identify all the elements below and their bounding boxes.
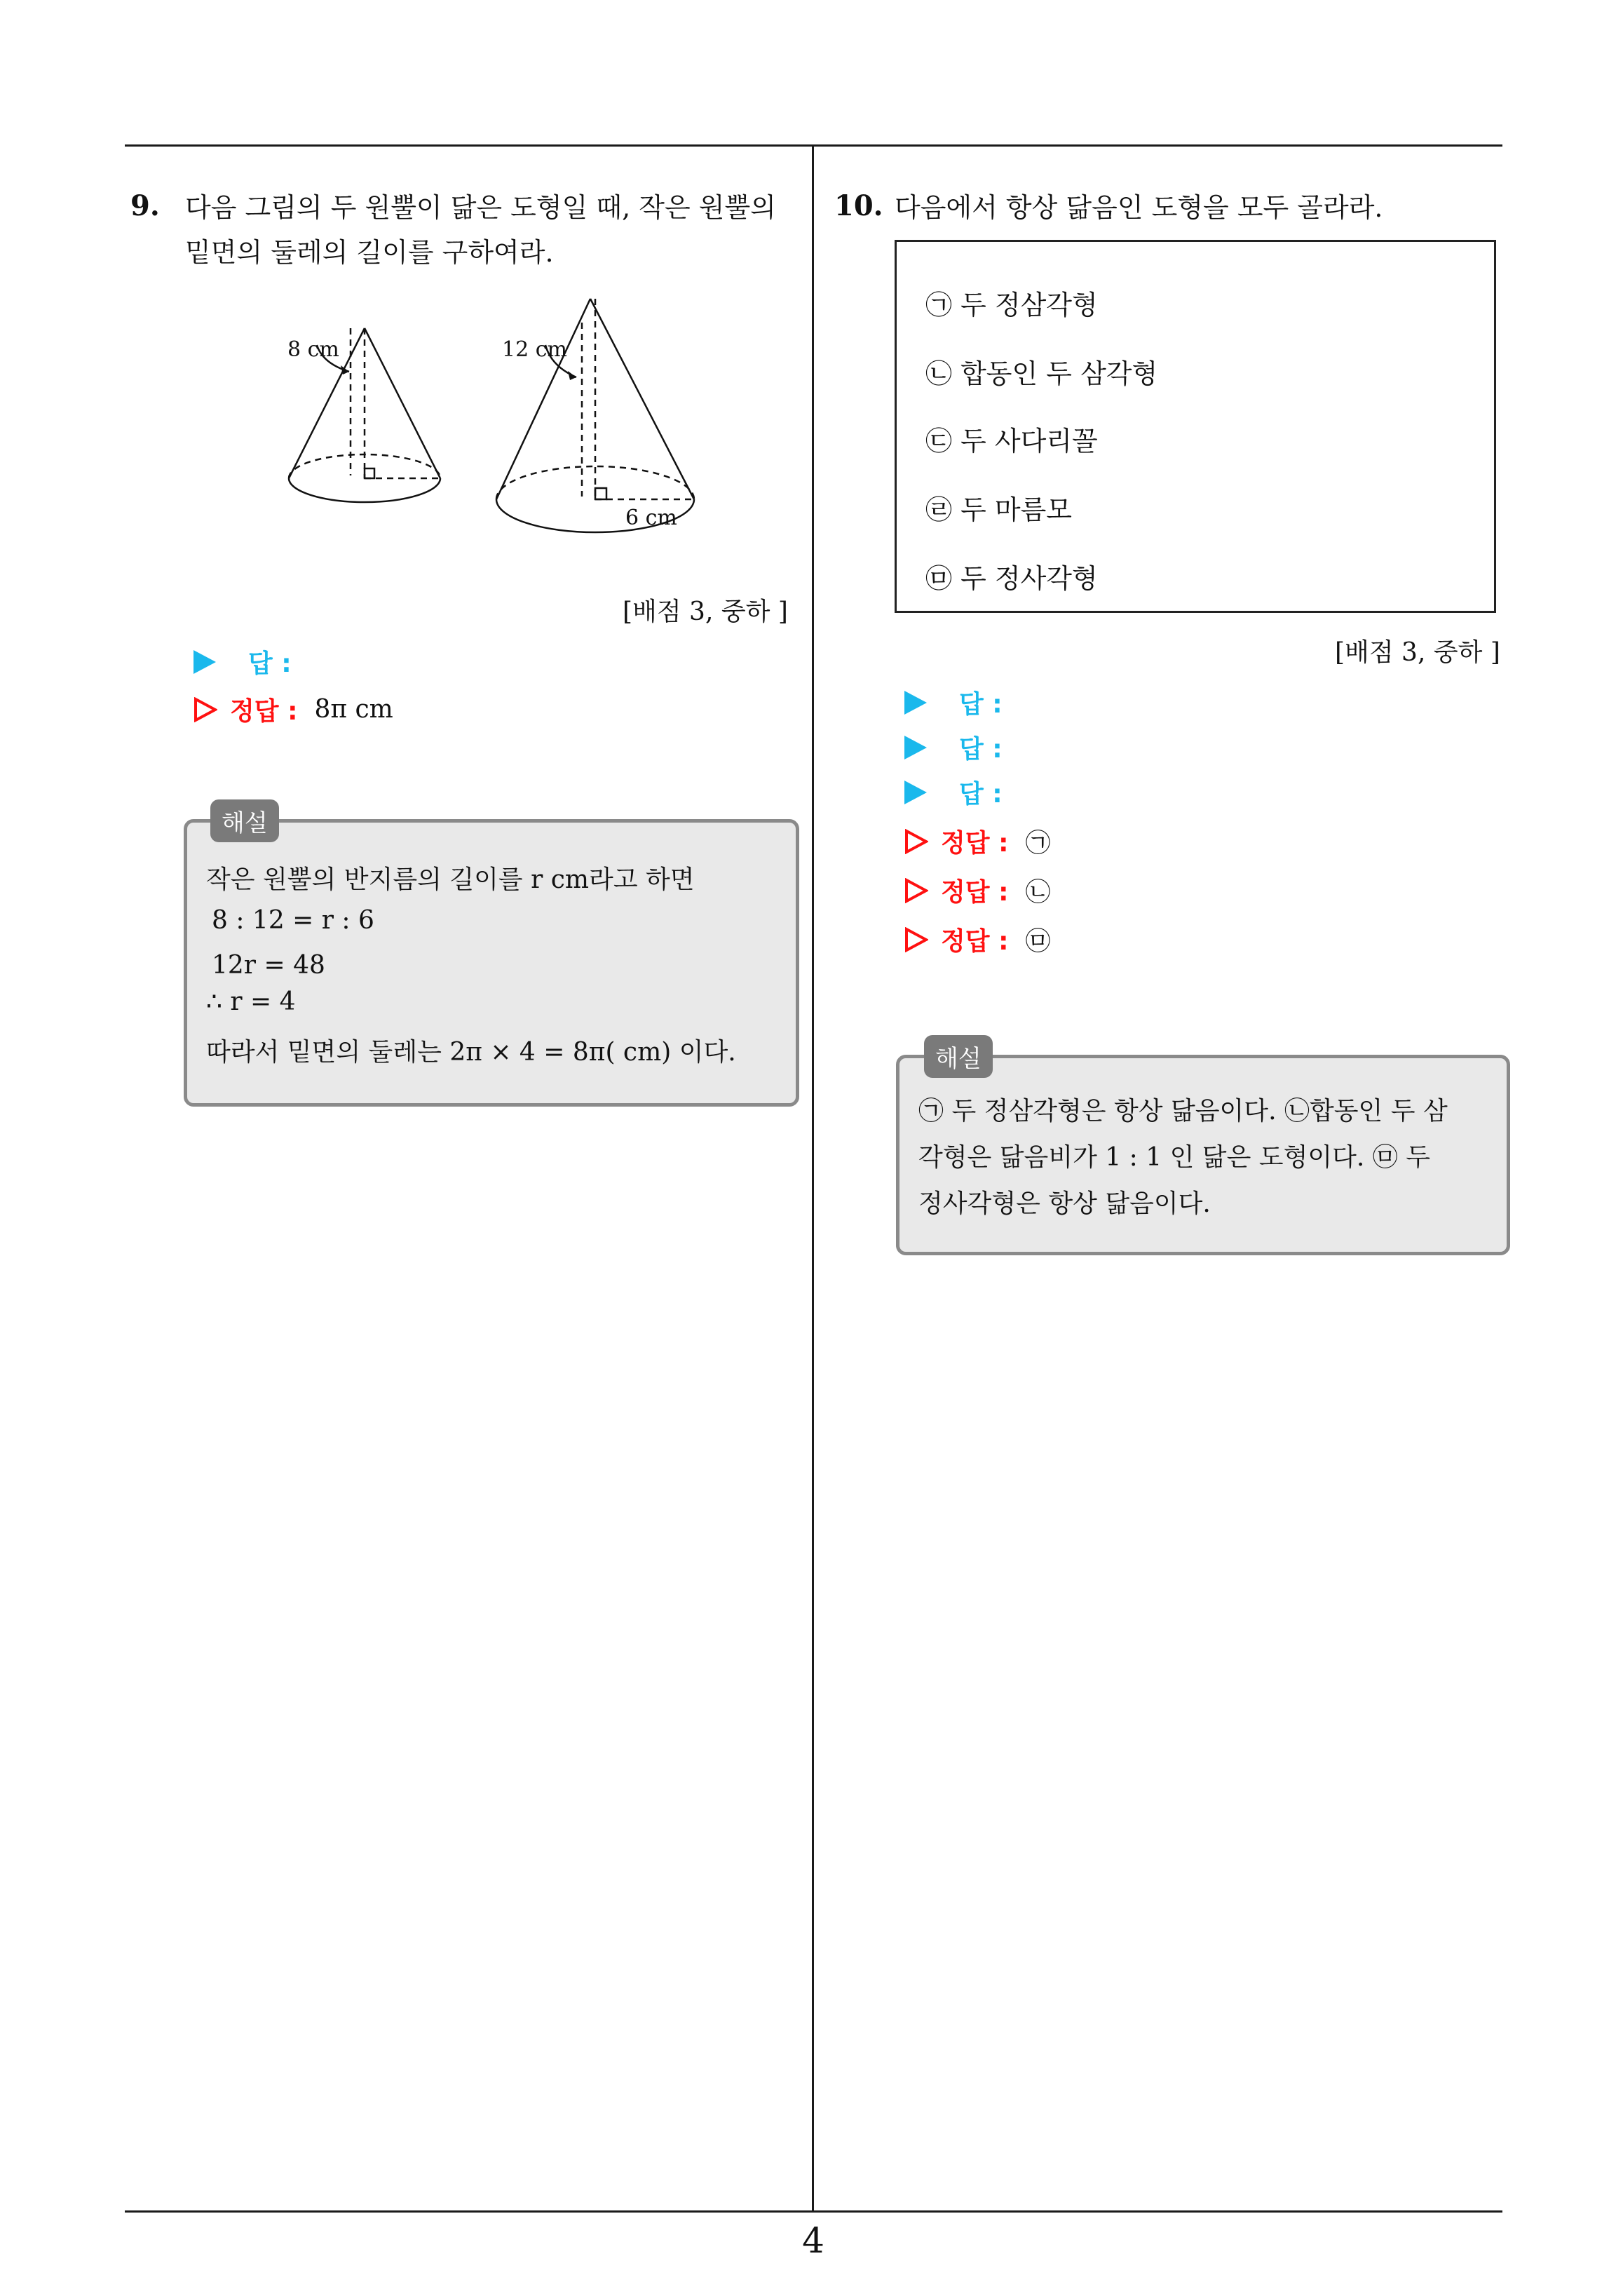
q10-answer-row-1 (904, 684, 1003, 720)
q9-correct-label: 정답 : (230, 697, 298, 726)
q9-answer-row (193, 644, 292, 680)
large-cone-right-edge (590, 299, 694, 499)
large-cone-left-edge (496, 299, 590, 499)
play-arrow-icon (904, 781, 927, 804)
q10-choice-4: ㉣ 두 마름모 (925, 494, 1072, 525)
q9-explanation-line-1: 작은 원뿔의 반지름의 길이를 r cm라고 하면 (206, 865, 695, 894)
q10-correct-value-3: ㉤ (1025, 927, 1051, 956)
q10-score: [배점 3, 중하 ] (1335, 638, 1500, 667)
q10-correct-row-2 (904, 872, 1051, 908)
q10-explanation-line-2: 각형은 닮음비가 1 : 1 인 닮은 도형이다. ㉤ 두 (918, 1143, 1431, 1172)
play-arrow-icon (193, 650, 216, 674)
small-cone-right-edge (365, 328, 440, 478)
q10-correct-value-2: ㉡ (1025, 878, 1051, 907)
q9-text-line1: 다음 그림의 두 원뿔이 닮은 도형일 때, 작은 원뿔의 (185, 192, 776, 223)
q9-text-line2: 밑면의 둘레의 길이를 구하여라. (185, 237, 554, 268)
q10-choice-5: ㉤ 두 정사각형 (925, 563, 1098, 594)
q10-explanation-tag: 해설 (924, 1035, 993, 1078)
outline-arrow-icon (904, 878, 928, 903)
q10-correct-value-1: ㉠ (1025, 829, 1051, 858)
q10-answer-row-3 (904, 774, 1003, 810)
q9-number: 9. (130, 189, 160, 222)
small-cone-base-front (289, 478, 440, 502)
q9-answer-label: 답 : (248, 649, 292, 678)
large-cone-label: 12 cm (502, 337, 567, 362)
q10-answer-label-1: 답 : (959, 690, 1003, 719)
q9-explanation-line-5: 따라서 밑면의 둘레는 2π × 4 = 8π( cm) 이다. (206, 1038, 736, 1067)
q10-correct-row-3 (904, 921, 1051, 957)
q10-choice-1: ㉠ 두 정삼각형 (925, 290, 1098, 320)
q10-text: 다음에서 항상 닮음인 도형을 모두 골라라. (895, 192, 1383, 223)
radius-label: 6 cm (625, 506, 677, 530)
play-arrow-icon (904, 691, 927, 715)
q9-correct-row (193, 691, 393, 727)
q10-correct-label-3: 정답 : (941, 927, 1009, 956)
q10-answer-label-3: 답 : (959, 780, 1003, 809)
page-number: 4 (802, 2220, 824, 2261)
q9-correct-value: 8π cm (314, 695, 393, 724)
q10-answer-row-2 (904, 729, 1003, 765)
q10-choice-2: ㉡ 합동인 두 삼각형 (925, 358, 1158, 389)
q9-score: [배점 3, 중하 ] (623, 597, 788, 626)
q10-explanation-line-3: 정사각형은 항상 닮음이다. (918, 1189, 1211, 1218)
q10-correct-row-1 (904, 823, 1051, 859)
q9-explanation-line-2: 8 : 12 = r : 6 (212, 906, 374, 935)
q10-answer-label-2: 답 : (959, 735, 1003, 764)
small-cone-label: 8 cm (287, 337, 339, 362)
column-divider (812, 144, 814, 2212)
q10-correct-label-1: 정답 : (941, 829, 1009, 858)
q10-choice-3: ㉢ 두 사다리꼴 (925, 426, 1098, 457)
q9-cones-figure (273, 281, 722, 561)
outline-arrow-icon (904, 829, 928, 854)
play-arrow-icon (904, 736, 927, 759)
outline-arrow-icon (193, 697, 217, 722)
bottom-rule (125, 2210, 1502, 2213)
q9-explanation-tag: 해설 (210, 799, 279, 842)
q9-explanation-line-4: ∴ r = 4 (206, 987, 296, 1016)
q10-correct-label-2: 정답 : (941, 878, 1009, 907)
q9-explanation-line-3: 12r = 48 (212, 951, 325, 980)
q10-number: 10. (834, 189, 883, 222)
q10-explanation-line-1: ㉠ 두 정삼각형은 항상 닮음이다. ㉡합동인 두 삼 (918, 1097, 1448, 1126)
outline-arrow-icon (904, 927, 928, 952)
